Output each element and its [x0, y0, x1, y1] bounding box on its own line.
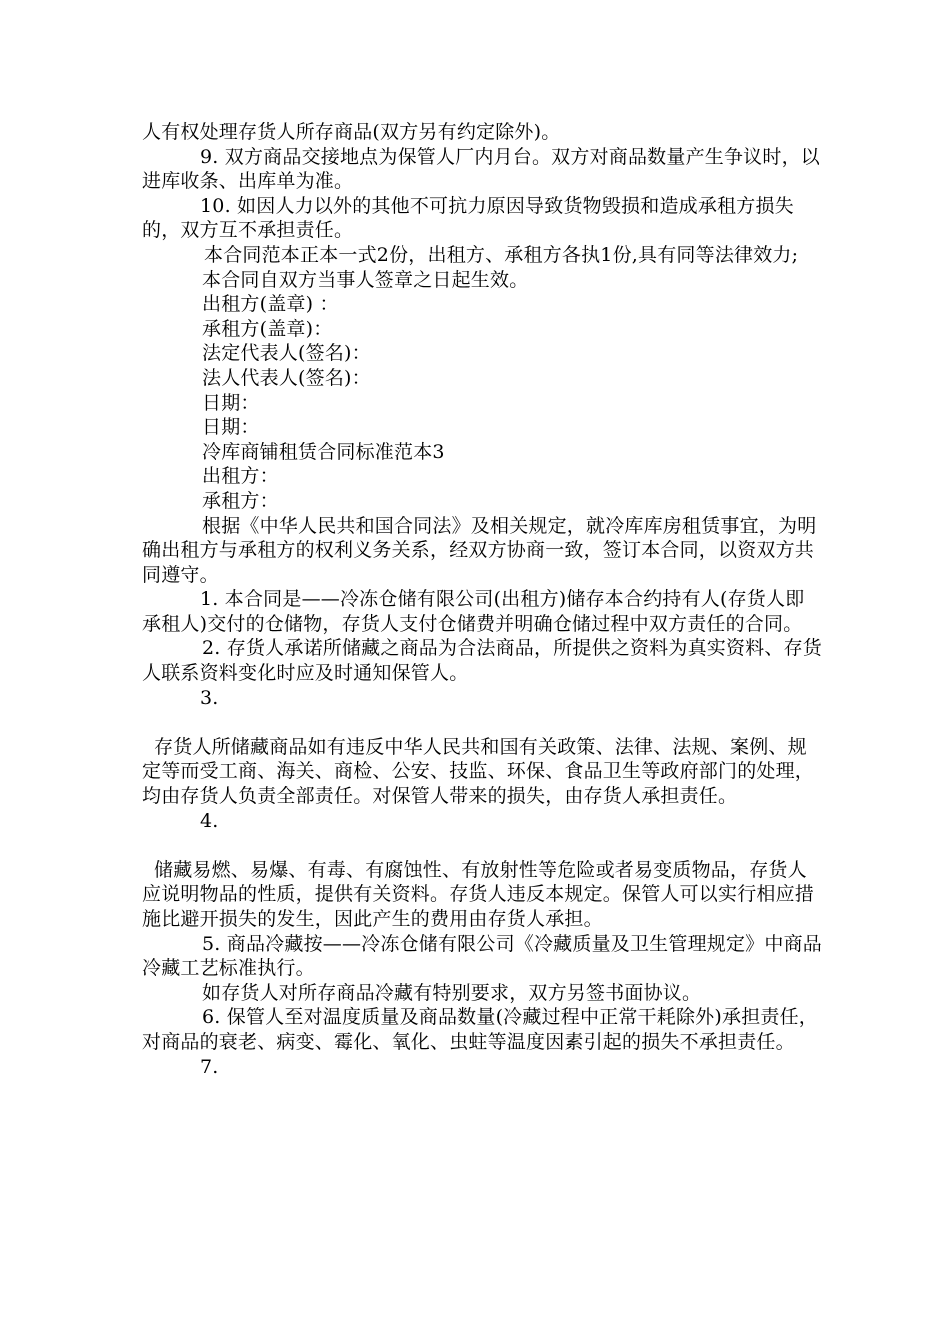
clause-paragraph: 6. 保管人至对温度质量及商品数量(冷藏过程中正常干耗除外)承担责任，对商品的衰老、病变、霉化、氧化、虫蛀等温度因素引起的损失不承担责任。	[142, 1006, 818, 1053]
clause-paragraph: 2. 存货人承诺所储藏之商品为合法商品，所提供之资料为真实资料、存货人联系资料变化时应及时通知保管人。	[142, 637, 822, 685]
signature-line: 出租方(盖章) ：	[202, 293, 339, 316]
paragraph: 人有权处理存货人所存商品(双方另有约定除外)。	[142, 121, 561, 143]
party-line: 承租方：	[202, 489, 279, 512]
clause-number: 7.	[200, 1055, 219, 1078]
section-title: 冷库商铺租赁合同标准范本3	[202, 440, 445, 463]
clause-number: 4.	[200, 809, 219, 832]
date-line: 日期：	[202, 416, 260, 439]
blank-line	[142, 833, 822, 858]
document-body	[142, 120, 822, 1079]
date-line: 日期：	[202, 391, 260, 414]
clause-number: 3.	[200, 686, 219, 709]
signature-line: 法人代表人(签名)：	[202, 366, 371, 389]
paragraph: 本合同范本正本一式2份，出租方、承租方各执1份,具有同等法律效力;	[204, 243, 799, 266]
paragraph: 如存货人对所存商品冷藏有特别要求，双方另签书面协议。	[202, 981, 702, 1004]
signature-line: 承租方(盖章)：	[202, 317, 333, 340]
paragraph: 9. 双方商品交接地点为保管人厂内月台。双方对商品数量产生争议时，以进库收条、出库单为准。	[142, 145, 820, 193]
clause-paragraph: 1. 本合同是——冷冻仓储有限公司(出租方)储存本合约持有人(存货人即承租人)交付的仓储物，存货人支付仓储费并明确仓储过程中双方责任的合同。	[142, 588, 805, 635]
paragraph: 本合同自双方当事人签章之日起生效。	[202, 268, 529, 291]
clause-paragraph: 5. 商品冷藏按——冷冻仓储有限公司《冷藏质量及卫生管理规定》中商品冷藏工艺标准执行。	[142, 932, 822, 980]
clause-paragraph: 存货人所储藏商品如有违反中华人民共和国有关政策、法律、法规、案例、规定等而受工商、海关、商检、公安、技监、环保、食品卫生等政府部门的处理，均由存货人负责全部责任。对保管人带来的损失，由存货人承担责任。	[142, 735, 815, 808]
clause-paragraph: 储藏易燃、易爆、有毒、有腐蚀性、有放射性等危险或者易变质物品，存货人应说明物品的性质，提供有关资料。存货人违反本规定。保管人可以实行相应措施比避开损失的发生，因此产生的费用由存货人承担。	[142, 858, 815, 930]
blank-line	[142, 710, 822, 735]
signature-line: 法定代表人(签名)：	[202, 342, 371, 365]
paragraph: 根据《中华人民共和国合同法》及相关规定，就冷库库房租赁事宜，为明确出租方与承租方的权利义务关系，经双方协商一致，签订本合同，以资双方共同遵守。	[142, 514, 817, 586]
party-line: 出租方：	[202, 465, 279, 488]
paragraph: 10. 如因人力以外的其他不可抗力原因导致货物毁损和造成承租方损失的，双方互不承担责任。	[142, 194, 794, 242]
